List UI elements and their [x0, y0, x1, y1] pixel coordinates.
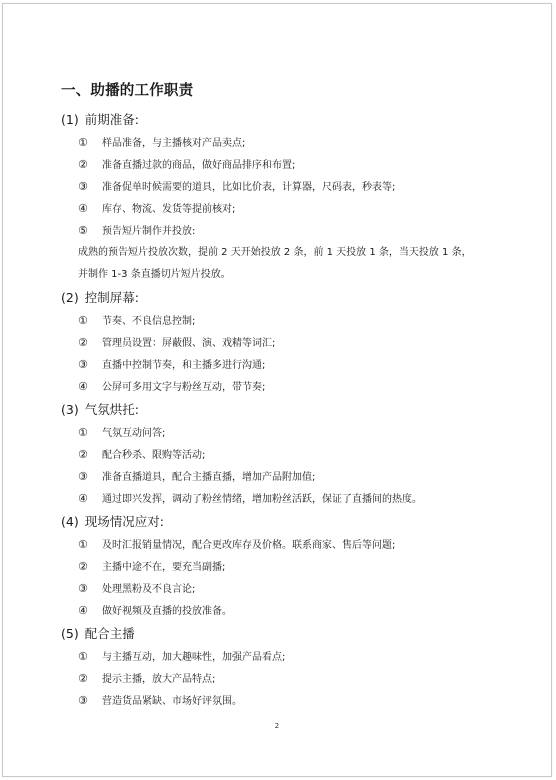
list-item — [61, 154, 501, 176]
section-heading-text: 控制屏幕: — [84, 290, 139, 305]
item-marker: ③ — [78, 694, 88, 707]
list-item — [61, 488, 501, 510]
section-atmosphere — [61, 398, 501, 510]
list-item — [61, 376, 501, 398]
item-marker: ④ — [78, 202, 88, 215]
list-item — [61, 556, 501, 578]
section-preparation — [61, 108, 501, 286]
item-text: 准备直播道具，配合主播直播，增加产品附加值; — [102, 472, 316, 483]
paragraph-line: 成熟的预告短片投放次数，提前 2 天开始投放 2 条，前 1 天投放 1 条，当天投放 1 条， — [78, 247, 472, 258]
list-item — [61, 354, 501, 376]
section-number: (1) — [61, 112, 79, 127]
section-heading — [61, 108, 501, 132]
page-number: 2 — [274, 722, 280, 730]
item-marker: ② — [78, 158, 88, 171]
item-marker: ⑤ — [78, 224, 88, 237]
section-number: (4) — [61, 514, 79, 529]
page-title: 一、助播的工作职责 — [61, 83, 194, 99]
list-item — [61, 668, 501, 690]
section-heading-text: 配合主播 — [84, 626, 135, 641]
item-marker: ② — [78, 560, 88, 573]
item-marker: ② — [78, 672, 88, 685]
item-text: 营造货品紧缺、市场好评氛围。 — [102, 696, 242, 707]
item-text: 气氛互动问答; — [102, 428, 166, 439]
list-item — [61, 220, 501, 242]
section-heading — [61, 286, 501, 310]
item-text: 直播中控制节奏，和主播多进行沟通; — [102, 360, 266, 371]
item-marker: ① — [78, 314, 88, 327]
list-item — [61, 422, 501, 444]
item-marker: ③ — [78, 470, 88, 483]
item-text: 公屏可多用文字与粉丝互动，带节奏; — [102, 382, 266, 393]
item-text: 及时汇报销量情况，配合更改库存及价格。联系商家、售后等问题; — [102, 540, 396, 551]
item-marker: ③ — [78, 180, 88, 193]
item-marker: ① — [78, 538, 88, 551]
item-marker: ④ — [78, 604, 88, 617]
document-page — [2, 3, 552, 777]
section-heading-text: 气氛烘托: — [84, 402, 139, 417]
list-item — [61, 690, 501, 712]
page-content — [61, 80, 501, 712]
section-heading-text: 前期准备: — [84, 112, 139, 127]
item-text: 与主播互动，加大趣味性，加强产品看点; — [102, 652, 286, 663]
item-text: 预告短片制作并投放: — [102, 226, 196, 237]
list-item — [61, 646, 501, 668]
item-text: 管理员设置：屏蔽假、演、戏精等词汇; — [102, 338, 276, 349]
list-item — [61, 132, 501, 154]
item-marker: ③ — [78, 358, 88, 371]
paragraph-line: 并制作 1-3 条直播切片短片投放。 — [78, 269, 231, 280]
item-marker: ③ — [78, 582, 88, 595]
item-text: 主播中途不在，要充当副播; — [102, 562, 226, 573]
list-item — [61, 310, 501, 332]
section-heading — [61, 622, 501, 646]
item-text: 通过即兴发挥，调动了粉丝情绪，增加粉丝活跃，保证了直播间的热度。 — [102, 494, 422, 505]
section-number: (5) — [61, 626, 79, 641]
item-text: 库存、物流、发货等提前核对; — [102, 204, 236, 215]
item-marker: ② — [78, 448, 88, 461]
list-item — [61, 444, 501, 466]
list-item — [61, 578, 501, 600]
section-on-site-response — [61, 510, 501, 622]
list-item — [61, 534, 501, 556]
item-marker: ④ — [78, 492, 88, 505]
list-item — [61, 466, 501, 488]
item-marker: ④ — [78, 380, 88, 393]
item-text: 样品准备，与主播核对产品卖点; — [102, 138, 246, 149]
item-marker: ① — [78, 426, 88, 439]
list-item — [61, 332, 501, 354]
section-heading-text: 现场情况应对: — [84, 514, 164, 529]
item-text: 做好视频及直播的投放准备。 — [102, 606, 232, 617]
list-item — [61, 198, 501, 220]
section-number: (3) — [61, 402, 79, 417]
list-item — [61, 600, 501, 622]
item-text: 处理黑粉及不良言论; — [102, 584, 196, 595]
section-heading — [61, 398, 501, 422]
section-assist-host — [61, 622, 501, 712]
item-marker: ① — [78, 136, 88, 149]
item-text: 配合秒杀、限购等活动; — [102, 450, 206, 461]
item-text: 准备促单时候需要的道具，比如比价表，计算器，尺码表，秒表等; — [102, 182, 396, 193]
list-item — [61, 176, 501, 198]
item-marker: ② — [78, 336, 88, 349]
item-text: 节奏、不良信息控制; — [102, 316, 196, 327]
item-text: 提示主播，放大产品特点; — [102, 674, 216, 685]
section-screen-control — [61, 286, 501, 398]
item-text: 准备直播过款的商品，做好商品排序和布置; — [102, 160, 296, 171]
section-heading — [61, 510, 501, 534]
item-marker: ① — [78, 650, 88, 663]
section-number: (2) — [61, 290, 79, 305]
